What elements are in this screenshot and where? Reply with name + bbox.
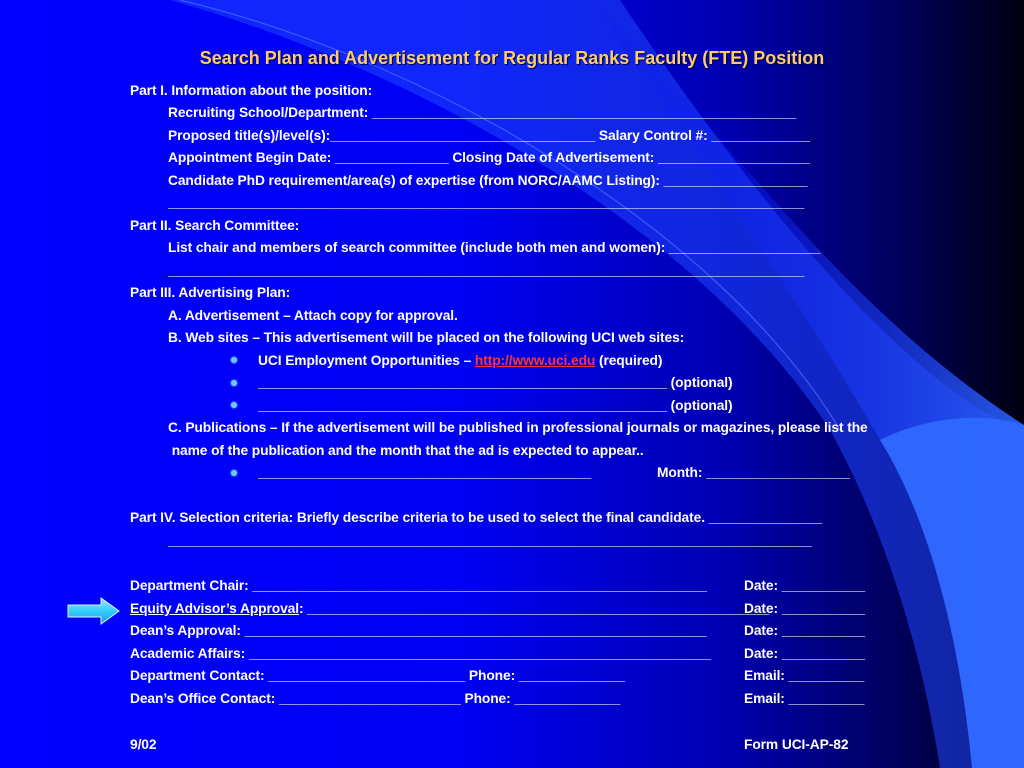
academic-affairs-field[interactable]: Academic Affairs: _____________________________________________________________: [130, 646, 711, 661]
footer-date: 9/02: [130, 737, 157, 752]
required-note: (required): [595, 353, 663, 368]
dean-date-field[interactable]: Date: ___________: [744, 623, 866, 638]
equity-date-field[interactable]: Date: ___________: [744, 601, 866, 616]
bullet-icon: [231, 402, 237, 408]
part4-heading[interactable]: Part IV. Selection criteria: Briefly describe criteria to be used to select the final candidate. _______________: [130, 510, 823, 525]
phd-requirement-field[interactable]: Candidate PhD requirement/area(s) of expertise (from NORC/AAMC Listing): ___________________: [168, 173, 808, 188]
criteria-blank-line[interactable]: _____________________________________________________________________________________: [168, 533, 812, 548]
part1-heading: Part I. Information about the position:: [130, 83, 373, 98]
bullet-icon: [231, 470, 237, 476]
part3-heading: Part III. Advertising Plan:: [130, 285, 291, 300]
part2-heading: Part II. Search Committee:: [130, 218, 300, 233]
website-optional-field[interactable]: ______________________________________________________ (optional): [258, 398, 733, 413]
deans-office-email-field[interactable]: Email: __________: [744, 691, 865, 706]
website-label: UCI Employment Opportunities –: [258, 353, 475, 368]
phd-blank-line[interactable]: ____________________________________________________________________________________: [168, 195, 805, 210]
equity-advisor-label: Equity Advisor’s Approval: [130, 601, 299, 616]
website-optional-field[interactable]: ______________________________________________________ (optional): [258, 375, 733, 390]
advertisement-item: A. Advertisement – Attach copy for approval.: [168, 308, 458, 323]
bullet-icon: [231, 357, 237, 363]
publication-month-field[interactable]: Month: ___________________: [657, 465, 850, 480]
committee-blank-line[interactable]: ____________________________________________________________________________________: [168, 263, 805, 278]
recruiting-dept-field[interactable]: Recruiting School/Department: ________________________________________________________: [168, 105, 797, 120]
chair-date-field[interactable]: Date: ___________: [744, 578, 866, 593]
proposed-title-field[interactable]: Proposed title(s)/level(s):___________________________________ Salary Control #: _____________: [168, 128, 810, 143]
publication-name-field[interactable]: ____________________________________________: [258, 465, 592, 480]
bullet-icon: [231, 380, 237, 386]
department-email-field[interactable]: Email: __________: [744, 668, 865, 683]
publications-item: C. Publications – If the advertisement will be published in professional journals or magazines, please list the: [168, 420, 868, 435]
arrow-right-icon: [67, 597, 121, 625]
appointment-dates-field[interactable]: Appointment Begin Date: _______________ Closing Date of Advertisement: ____________________: [168, 150, 810, 165]
uci-link[interactable]: http://www.uci.edu: [474, 353, 596, 368]
dean-approval-field[interactable]: Dean’s Approval: _____________________________________________________________: [130, 623, 707, 638]
page-title: Search Plan and Advertisement for Regular Ranks Faculty (FTE) Position: [199, 48, 825, 68]
form-id: Form UCI-AP-82: [744, 737, 849, 752]
equity-advisor-line[interactable]: : _____________________________________________________________: [298, 601, 770, 616]
committee-list-field[interactable]: List chair and members of search committee (include both men and women): ____________________: [168, 240, 821, 255]
department-chair-field[interactable]: Department Chair: ____________________________________________________________: [130, 578, 707, 593]
equity-advisor-field[interactable]: [130, 600, 769, 618]
deans-office-contact-field[interactable]: Dean’s Office Contact: ________________________ Phone: ______________: [130, 691, 621, 706]
websites-item: B. Web sites – This advertisement will be placed on the following UCI web sites:: [168, 330, 685, 345]
department-contact-field[interactable]: Department Contact: __________________________ Phone: ______________: [130, 668, 625, 683]
website-required-item: [258, 352, 662, 370]
publications-item-cont: name of the publication and the month that the ad is expected to appear..: [168, 443, 644, 458]
academic-date-field[interactable]: Date: ___________: [744, 646, 866, 661]
